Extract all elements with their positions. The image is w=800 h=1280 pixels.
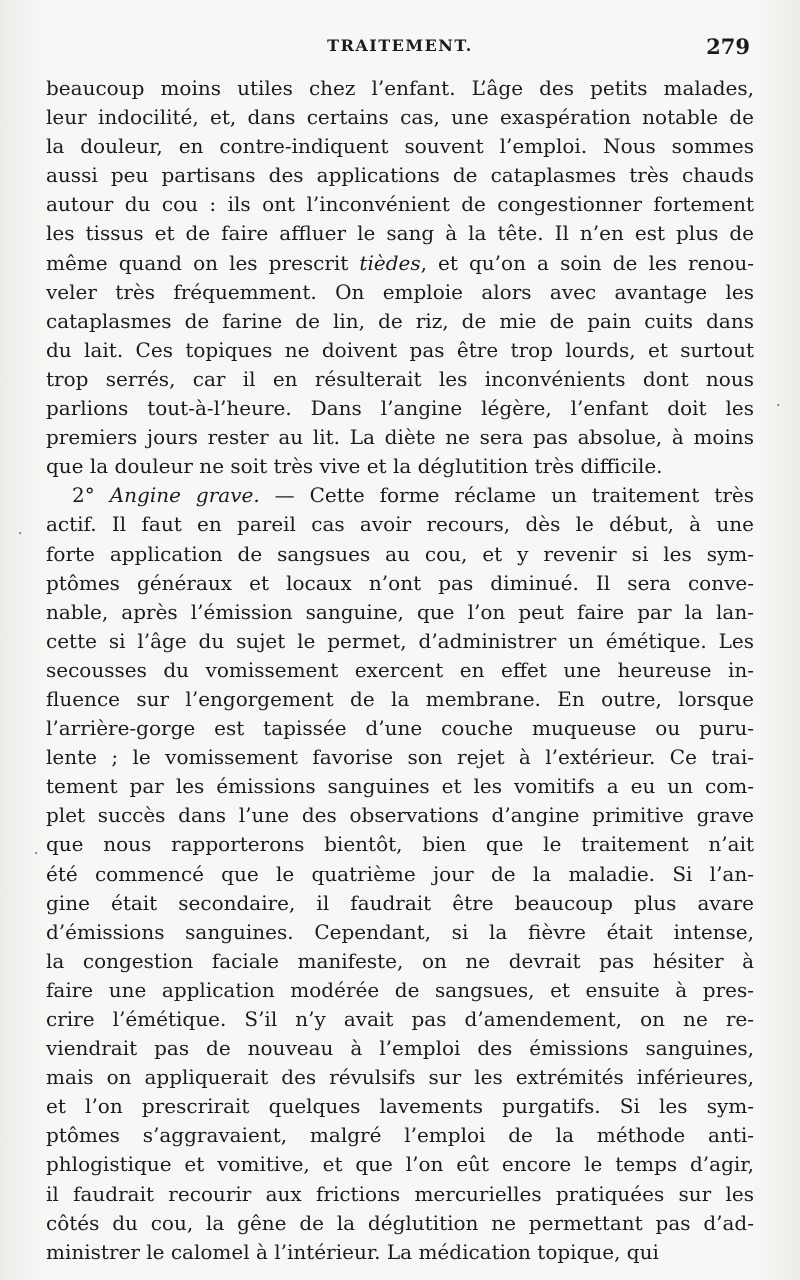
text-line: fluence sur l’engorgement de la membrane. En outre, lorsque xyxy=(46,686,754,711)
margin-dot: · xyxy=(18,526,23,542)
text-line: côtés du cou, la gêne de la déglutition ne permettant pas d’ad- xyxy=(46,1210,754,1235)
text-line: viendrait pas de nouveau à l’emploi des émissions sanguines, xyxy=(46,1036,754,1061)
text-line: trop serrés, car il en résulterait les inconvénients dont nous xyxy=(46,366,754,391)
text-line: la douleur, en contre-indiquent souvent l’emploi. Nous sommes xyxy=(46,134,754,159)
text-line: ministrer le calomel à l’intérieur. La médication topique, qui xyxy=(46,1239,659,1264)
text-line: autour du cou : ils ont l’inconvénient de congestionner fortement xyxy=(46,192,754,217)
text-line: phlogistique et vomitive, et que l’on eût encore le temps d’agir, xyxy=(46,1152,754,1177)
text-line: et l’on prescrirait quelques lavements purgatifs. Si les sym- xyxy=(46,1094,754,1119)
text-line: cataplasmes de farine de lin, de riz, de mie de pain cuits dans xyxy=(46,308,754,333)
running-head: TRAITEMENT. xyxy=(327,36,473,55)
text-line: premiers jours rester au lit. La diète ne sera pas absolue, à moins xyxy=(46,425,754,450)
page-header xyxy=(46,36,754,66)
text-line: même quand on les prescrit tièdes, et qu’on a soin de les renou- xyxy=(46,250,754,275)
text-line: que nous rapporterons bientôt, bien que le traitement n’ait xyxy=(46,832,754,857)
text-line: parlions tout-à-l’heure. Dans l’angine légère, l’enfant doit les xyxy=(46,396,754,421)
text-line: plet succès dans l’une des observations d’angine primitive grave xyxy=(46,803,754,828)
text-line: forte application de sangsues au cou, et y revenir si les sym- xyxy=(46,541,754,566)
text-line: veler très fréquemment. On emploie alors avec avantage les xyxy=(46,279,754,304)
text-line: que la douleur ne soit très vive et la déglutition très difficile. xyxy=(46,454,663,479)
text-line: gine était secondaire, il faudrait être beaucoup plus avare xyxy=(46,890,754,915)
text-line: nable, après l’émission sanguine, que l’on peut faire par la lan- xyxy=(46,599,754,624)
text-line: ptômes s’aggravaient, malgré l’emploi de la méthode anti- xyxy=(46,1123,754,1148)
body-text xyxy=(46,74,754,1267)
text-line: la congestion faciale manifeste, on ne devrait pas hésiter à xyxy=(46,948,754,973)
text-line: l’arrière-gorge est tapissée d’une couche muqueuse ou puru- xyxy=(46,716,754,741)
margin-dot: · xyxy=(34,846,39,862)
text-line: beaucoup moins utiles chez l’enfant. L’âge des petits malades, xyxy=(46,76,754,100)
page-number: 279 xyxy=(706,34,750,59)
text-line: secousses du vomissement exercent en effet une heureuse in- xyxy=(46,657,754,682)
text-line: ptômes généraux et locaux n’ont pas diminué. Il sera conve- xyxy=(46,570,754,595)
text-line: tement par les émissions sanguines et les vomitifs a eu un com- xyxy=(46,774,754,799)
margin-dot: · xyxy=(776,398,781,414)
text-line: les tissus et de faire affluer le sang à la tête. Il n’en est plus de xyxy=(46,221,754,246)
text-line: mais on appliquerait des révulsifs sur les extrémités inférieures, xyxy=(46,1065,754,1090)
text-line: faire une application modérée de sangsues, et ensuite à pres- xyxy=(46,977,754,1002)
text-line: il faudrait recourir aux frictions mercurielles pratiquées sur les xyxy=(46,1181,754,1206)
text-line: lente ; le vomissement favorise son rejet à l’extérieur. Ce trai- xyxy=(46,745,754,770)
text-line: du lait. Ces topiques ne doivent pas être trop lourds, et surtout xyxy=(46,337,754,362)
text-line: 2° Angine grave. — Cette forme réclame un traitement très xyxy=(72,483,754,508)
text-line: crire l’émétique. S’il n’y avait pas d’amendement, on ne re- xyxy=(46,1007,754,1031)
text-line: leur indocilité, et, dans certains cas, une exaspération notable de xyxy=(46,105,754,130)
text-line: cette si l’âge du sujet le permet, d’administrer un émétique. Les xyxy=(46,628,754,653)
text-line: aussi peu partisans des applications de cataplasmes très chauds xyxy=(46,163,754,188)
text-line: d’émissions sanguines. Cependant, si la fièvre était intense, xyxy=(46,919,754,944)
text-line: été commencé que le quatrième jour de la maladie. Si l’an- xyxy=(46,861,754,886)
text-line: actif. Il faut en pareil cas avoir recours, dès le début, à une xyxy=(46,512,754,537)
